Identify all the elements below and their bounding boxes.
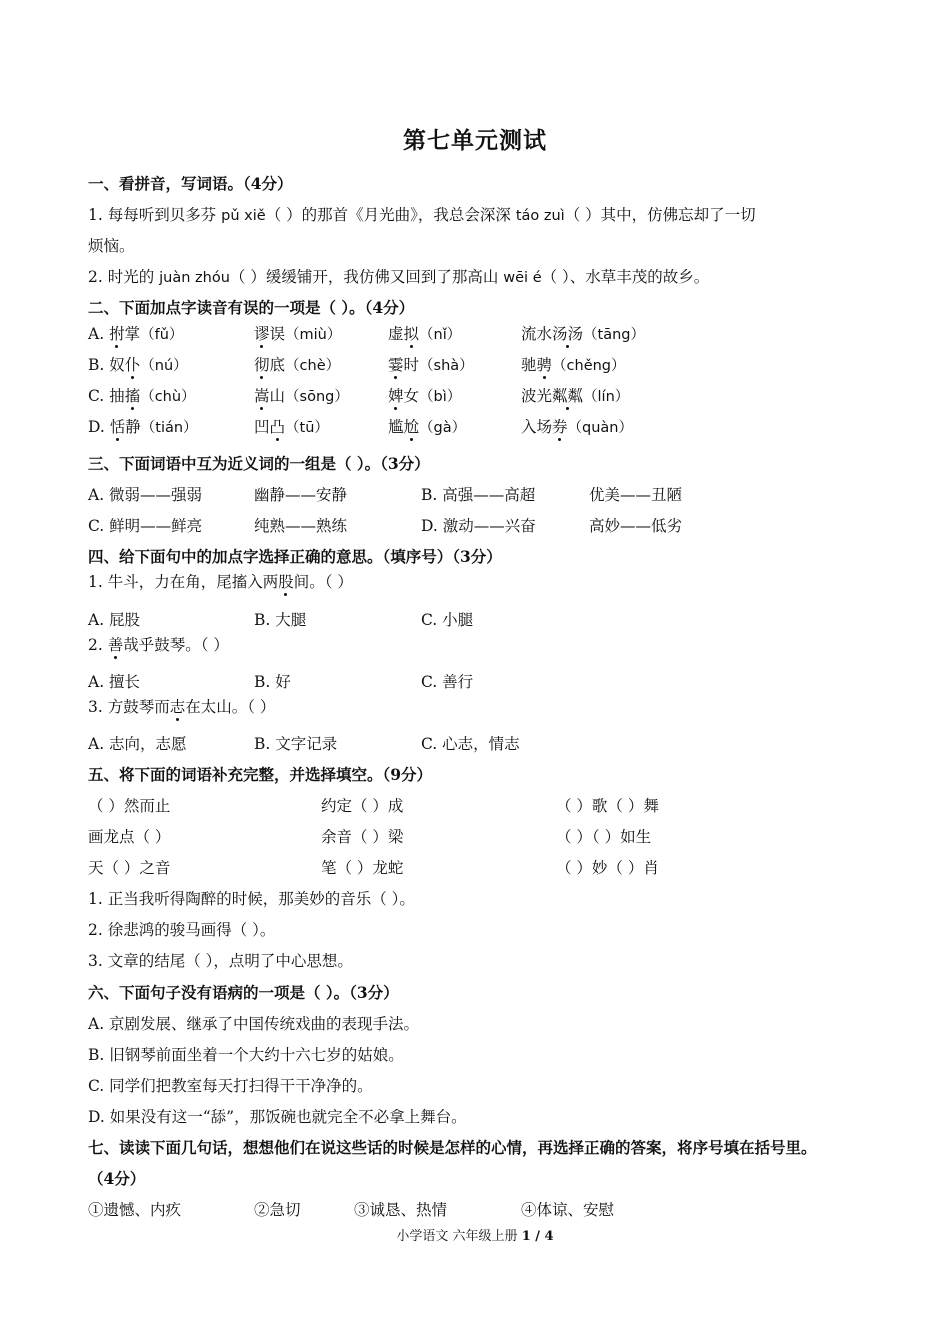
- s4-q3-dotted-char: 志: [169, 698, 186, 716]
- s4-q1-text-b: 间。（ ）: [293, 573, 353, 591]
- s2-word-part: 入场: [521, 418, 553, 436]
- s4-q3-option-a: A. 志向，志愿: [88, 735, 187, 753]
- s1-q1-pinyin-1: pǔ xiě: [221, 208, 266, 224]
- s3-option-d-2: 高妙——低劣: [589, 517, 683, 535]
- s2-option-item: [521, 322, 645, 344]
- s5-idiom-7: 天（ ）之音: [88, 859, 171, 877]
- s1-q2-text-a: 2. 时光的: [88, 268, 160, 286]
- s2-word-part: 误: [269, 325, 286, 343]
- s5-idiom-4: 画龙点（ ）: [88, 828, 171, 846]
- s2-option-label: A.: [88, 325, 110, 343]
- s3-option-c-1: C. 鲜明——鲜亮: [88, 517, 203, 535]
- s7-option-3: ③诚恳、热情: [354, 1201, 448, 1219]
- s2-dotted-char: 霎: [388, 356, 404, 374]
- s4-q1-option-a: A. 屁股: [88, 611, 141, 629]
- s2-word-part: 掌: [124, 325, 141, 343]
- section-4-heading: 四、给下面句中的加点字选择正确的意思。（填序号）（3分）: [88, 547, 502, 566]
- s6-option-a: A. 京剧发展、继承了中国传统戏曲的表现手法。: [88, 1015, 420, 1033]
- s1-q2-text-c: （ ）、水草丰茂的故乡。: [541, 268, 710, 286]
- s5-fill-2: 2. 徐悲鸿的骏马画得（ ）。: [88, 921, 276, 939]
- s4-q2-text-a: 2.: [88, 636, 108, 654]
- s2-dotted-char: 粼粼: [552, 387, 584, 405]
- s4-question-1: [88, 570, 353, 592]
- s1-q1-text-b: （ ）的那首《月光曲》，我总会深深: [265, 206, 516, 224]
- s2-dotted-char: 汤汤: [552, 325, 584, 343]
- s2-option-item: [521, 353, 626, 375]
- s3-option-a-2: 幽静——安静: [254, 486, 348, 504]
- s2-word-part: 山: [269, 387, 286, 405]
- s2-word-part: 凹: [254, 418, 270, 436]
- s4-q3-option-b: B. 文字记录: [254, 735, 338, 753]
- s4-q1-text-a: 1. 牛斗，力在角，尾搐入两: [88, 573, 279, 591]
- s2-word-part: 底: [269, 356, 286, 374]
- s5-fill-1: 1. 正当我听得陶醉的时候，那美妙的音乐（ ）。: [88, 890, 415, 908]
- s5-idiom-9: （ ）妙（ ）肖: [556, 859, 659, 877]
- s1-q2-pinyin-1: juàn zhóu: [159, 270, 230, 286]
- s4-q2-text-b: 哉乎鼓琴。（ ）: [123, 636, 229, 654]
- s7-option-2: ②急切: [254, 1201, 301, 1219]
- s1-q1-pinyin-2: táo zuì: [515, 208, 565, 224]
- s3-option-c-2: 纯熟——熟练: [254, 517, 348, 535]
- s1-q1-continuation: 烦恼。: [88, 237, 135, 255]
- s2-pinyin: （lín）: [583, 389, 630, 405]
- s2-word-part: 抽: [109, 387, 125, 405]
- section-7-heading-points: （4分）: [88, 1169, 146, 1188]
- s2-option-label: C.: [88, 387, 110, 405]
- s2-dotted-char: 仆: [124, 356, 141, 374]
- s2-pinyin: （chè）: [285, 358, 341, 374]
- s5-fill-3: 3. 文章的结尾（ ），点明了中心思想。: [88, 952, 353, 970]
- footer-page-number: 1 / 4: [521, 1229, 554, 1244]
- s2-dotted-char: 尬: [403, 418, 420, 436]
- s2-option-item: [254, 322, 341, 344]
- s2-pinyin: （fǔ）: [140, 327, 184, 343]
- s2-option-item: [254, 384, 349, 406]
- s3-option-a-1: A. 微弱——强弱: [88, 486, 203, 504]
- s2-pinyin: （chěng）: [552, 358, 626, 374]
- s2-option-item: [88, 353, 188, 375]
- s1-q1-text-a: 1. 每每听到贝多芬: [88, 206, 222, 224]
- s2-word-part: 女: [403, 387, 420, 405]
- s4-q1-option-c: C. 小腿: [421, 611, 474, 629]
- s5-idiom-5: 余音（ ）梁: [321, 828, 404, 846]
- s2-dotted-char: 凸: [269, 418, 286, 436]
- s5-idiom-6: （ ）（ ）如生: [556, 828, 652, 846]
- s2-word-part: 奴: [109, 356, 125, 374]
- s2-word-part: 时: [403, 356, 420, 374]
- s2-pinyin: （miù）: [285, 327, 342, 343]
- s5-idiom-3: （ ）歌（ ）舞: [556, 797, 659, 815]
- s2-word-part: 驰: [521, 356, 537, 374]
- s2-dotted-char: 拊: [109, 325, 125, 343]
- s2-dotted-char: 券: [552, 418, 568, 436]
- s2-pinyin: （nú）: [140, 358, 188, 374]
- s2-dotted-char: 彻: [254, 356, 270, 374]
- s2-pinyin: （tū）: [285, 420, 329, 436]
- s4-q2-dotted-char: 善: [107, 636, 124, 654]
- s2-word-part: 虚: [388, 325, 404, 343]
- s4-q2-option-c: C. 善行: [421, 673, 474, 691]
- section-3-heading: 三、下面词语中互为近义词的一组是（ ）。（3分）: [88, 454, 430, 473]
- section-5-heading: 五、将下面的词语补充完整，并选择填空。（9分）: [88, 765, 433, 784]
- s7-option-1: ①遗憾、内疚: [88, 1201, 182, 1219]
- s2-pinyin: （gà）: [419, 420, 467, 436]
- section-1-heading: 一、看拼音，写词语。（4分）: [88, 174, 293, 193]
- s2-dotted-char: 婢: [388, 387, 404, 405]
- s2-dotted-char: 拟: [403, 325, 420, 343]
- s2-word-part: 静: [125, 418, 141, 436]
- s2-pinyin: （shà）: [419, 358, 474, 374]
- s1-question-1: [88, 203, 756, 225]
- s2-pinyin: （tián）: [140, 420, 198, 436]
- s3-option-b-2: 优美——丑陋: [589, 486, 683, 504]
- s2-option-label: D.: [88, 418, 110, 436]
- s2-option-item: [254, 353, 340, 375]
- s2-option-item: [388, 415, 466, 437]
- s2-option-item: [88, 322, 183, 344]
- s4-q3-text-b: 在太山。（ ）: [185, 698, 276, 716]
- section-2-heading: 二、下面加点字读音有误的一项是（ ）。（4分）: [88, 298, 415, 317]
- footer-text: 小学语文 六年级上册: [396, 1229, 522, 1244]
- s2-option-item: [521, 384, 629, 406]
- s2-pinyin: （quàn）: [567, 420, 634, 436]
- s2-pinyin: （tāng）: [583, 327, 645, 343]
- s2-pinyin: （nǐ）: [419, 327, 462, 343]
- section-7-heading: 七、读读下面几句话，想想他们在说这些话的时候是怎样的心情，再选择正确的答案，将序号填在括号里。: [88, 1138, 817, 1157]
- s2-option-item: [388, 384, 461, 406]
- section-6-heading: 六、下面句子没有语病的一项是（ ）。（3分）: [88, 983, 399, 1002]
- s1-question-2: [88, 265, 709, 287]
- s2-option-label: B.: [88, 356, 110, 374]
- s6-option-d: D. 如果没有这一“舔”，那饭碗也就完全不必拿上舞台。: [88, 1108, 467, 1126]
- page-footer: [0, 1225, 950, 1244]
- s1-q1-text-c: （ ）其中，仿佛忘却了一切: [564, 206, 756, 224]
- s1-q2-text-b: （ ）缓缓铺开，我仿佛又回到了那高山: [229, 268, 504, 286]
- s2-dotted-char: 嵩: [254, 387, 270, 405]
- s3-option-d-1: D. 激动——兴奋: [421, 517, 536, 535]
- s6-option-b: B. 旧钢琴前面坐着一个大约十六七岁的姑娘。: [88, 1046, 404, 1064]
- page-title: 第七单元测试: [403, 127, 547, 154]
- s2-dotted-char: 骋: [536, 356, 553, 374]
- s5-idiom-1: （ ）然而止: [88, 797, 171, 815]
- s7-option-4: ④体谅、安慰: [521, 1201, 615, 1219]
- s4-q1-dotted-char: 股: [278, 573, 294, 591]
- s4-q2-option-a: A. 擅长: [88, 673, 141, 691]
- s2-pinyin: （bì）: [419, 389, 462, 405]
- s4-q1-option-b: B. 大腿: [254, 611, 307, 629]
- s2-word-part: 波光: [521, 387, 553, 405]
- s4-question-2: [88, 633, 229, 655]
- s4-q3-text-a: 3. 方鼓琴而: [88, 698, 170, 716]
- s3-option-b-1: B. 高强——高超: [421, 486, 536, 504]
- s4-q2-option-b: B. 好: [254, 673, 291, 691]
- s1-q2-pinyin-2: wēi é: [503, 270, 542, 286]
- s2-option-item: [254, 415, 329, 437]
- s2-dotted-char: 搐: [124, 387, 141, 405]
- s2-word-part: 流水: [521, 325, 553, 343]
- s5-idiom-2: 约定（ ）成: [321, 797, 404, 815]
- s6-option-c: C. 同学们把教室每天打扫得干干净净的。: [88, 1077, 373, 1095]
- s2-word-part: 尴: [388, 418, 404, 436]
- s2-option-item: [88, 415, 198, 437]
- s4-question-3: [88, 695, 275, 717]
- s2-option-item: [388, 322, 461, 344]
- s5-idiom-8: 笔（ ）龙蛇: [321, 859, 404, 877]
- s2-pinyin: （chù）: [140, 389, 196, 405]
- s2-dotted-char: 恬: [109, 418, 126, 436]
- s2-option-item: [521, 415, 633, 437]
- s4-q3-option-c: C. 心志，情志: [421, 735, 520, 753]
- s2-option-item: [388, 353, 474, 375]
- s2-pinyin: （sōng）: [285, 389, 349, 405]
- s2-dotted-char: 谬: [254, 325, 270, 343]
- s2-option-item: [88, 384, 196, 406]
